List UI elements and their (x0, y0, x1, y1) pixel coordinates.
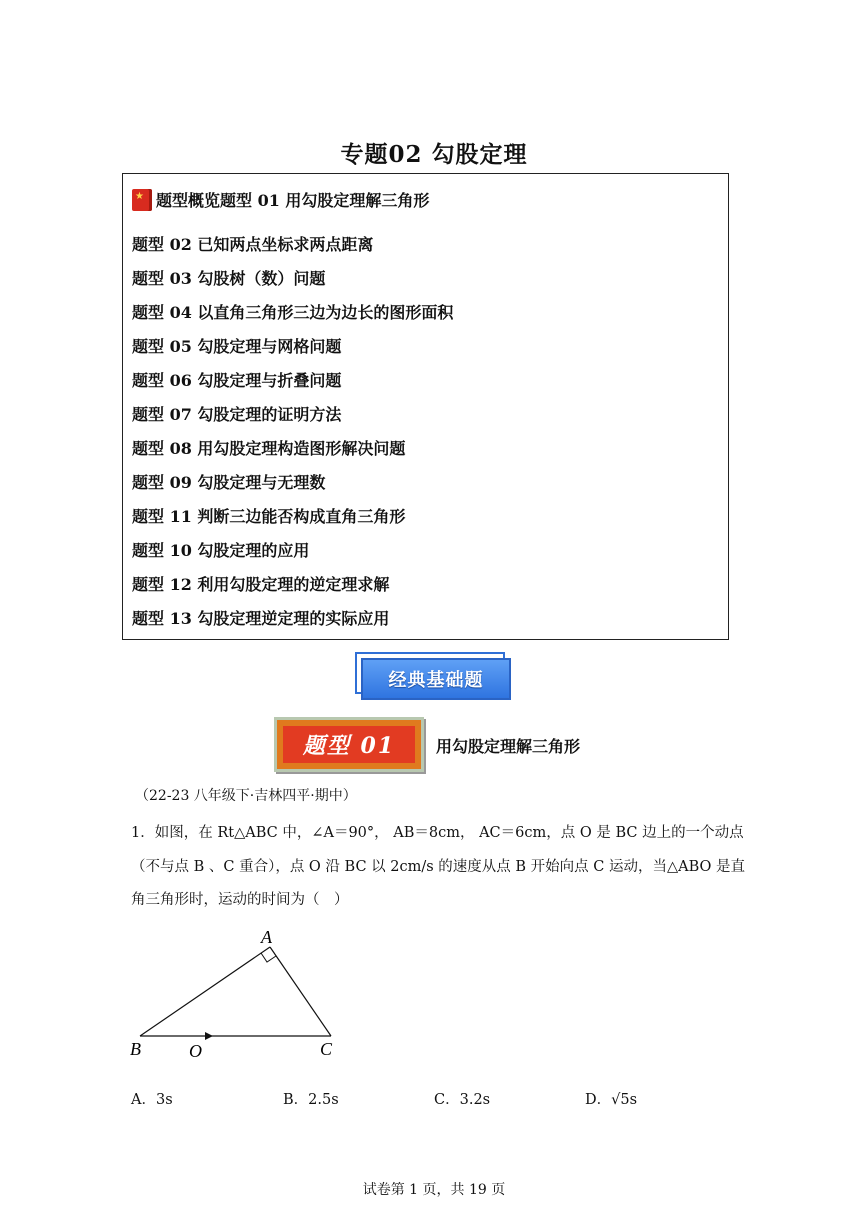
question-line-2: （不与点 B 、C 重合），点 O 沿 BC 以 2cm/s 的速度从点 B 开始向点 C 运动，当△ABO 是直 (131, 859, 746, 875)
choice-d[interactable] (585, 1088, 637, 1109)
toc-item-01[interactable] (132, 188, 429, 211)
choice-letter: D． (585, 1092, 612, 1108)
choice-b[interactable] (283, 1088, 339, 1109)
toc-item-07[interactable]: 题型 07 勾股定理的证明方法 (132, 405, 342, 424)
toc-item-11[interactable]: 题型 11 判断三边能否构成直角三角形 (132, 507, 406, 526)
toc-prefix: 题型概览 (156, 191, 221, 210)
arrow-icon (205, 1032, 213, 1040)
choice-value: 2.5s (308, 1092, 339, 1108)
toc-item-10[interactable]: 题型 10 勾股定理的应用 (132, 541, 310, 560)
choice-value: 3.2s (459, 1092, 491, 1108)
toc-box (122, 173, 729, 640)
choice-letter: C． (434, 1092, 460, 1108)
label-b: B (130, 1039, 141, 1059)
type-badge (274, 717, 424, 772)
question-source: （22-23 八年级下·吉林四平·期中） (135, 788, 357, 804)
triangle-figure (125, 925, 355, 1065)
choice-c[interactable] (434, 1088, 490, 1109)
label-a: A (261, 927, 272, 947)
label-c: C (320, 1039, 333, 1059)
right-angle-mark (261, 953, 276, 962)
toc-item-label: 题型 01 用勾股定理解三角形 (220, 191, 430, 210)
label-o: O (189, 1041, 202, 1061)
toc-item-08[interactable]: 题型 08 用勾股定理构造图形解决问题 (132, 439, 406, 458)
question-line-3: 角三角形时，运动的时间为（ ） (131, 892, 349, 908)
choice-letter: B． (283, 1092, 309, 1108)
choice-a[interactable] (131, 1088, 173, 1109)
toc-item-12[interactable]: 题型 12 利用勾股定理的逆定理求解 (132, 575, 390, 594)
page-title: 专题02 勾股定理 (340, 141, 528, 168)
question-line-1: 1．如图，在 Rt△ABC 中，∠A＝90°， AB＝8cm， AC＝6cm，点 O 是 BC 边上的一个动点 (131, 825, 744, 841)
type-badge-text: 题型 01 (283, 726, 415, 763)
banner-label: 经典基础题 (361, 658, 511, 700)
toc-item-02[interactable]: 题型 02 已知两点坐标求两点距离 (132, 235, 374, 254)
toc-item-06[interactable]: 题型 06 勾股定理与折叠问题 (132, 371, 342, 390)
toc-item-09[interactable]: 题型 09 勾股定理与无理数 (132, 473, 326, 492)
side-ac (270, 947, 331, 1036)
toc-item-04[interactable]: 题型 04 以直角三角形三边为边长的图形面积 (132, 303, 454, 322)
book-icon (132, 189, 152, 211)
page-footer: 试卷第 1 页，共 19 页 (362, 1182, 506, 1198)
toc-item-05[interactable]: 题型 05 勾股定理与网格问题 (132, 337, 342, 356)
section-banner (355, 652, 513, 702)
choice-value: 3s (155, 1092, 173, 1108)
choice-letter: A． (131, 1092, 156, 1108)
toc-item-03[interactable]: 题型 03 勾股树（数）问题 (132, 269, 326, 288)
toc-item-13[interactable]: 题型 13 勾股定理逆定理的实际应用 (132, 609, 390, 628)
type-label: 用勾股定理解三角形 (436, 737, 581, 756)
choice-value: √5s (611, 1092, 638, 1108)
side-ab (140, 947, 270, 1036)
